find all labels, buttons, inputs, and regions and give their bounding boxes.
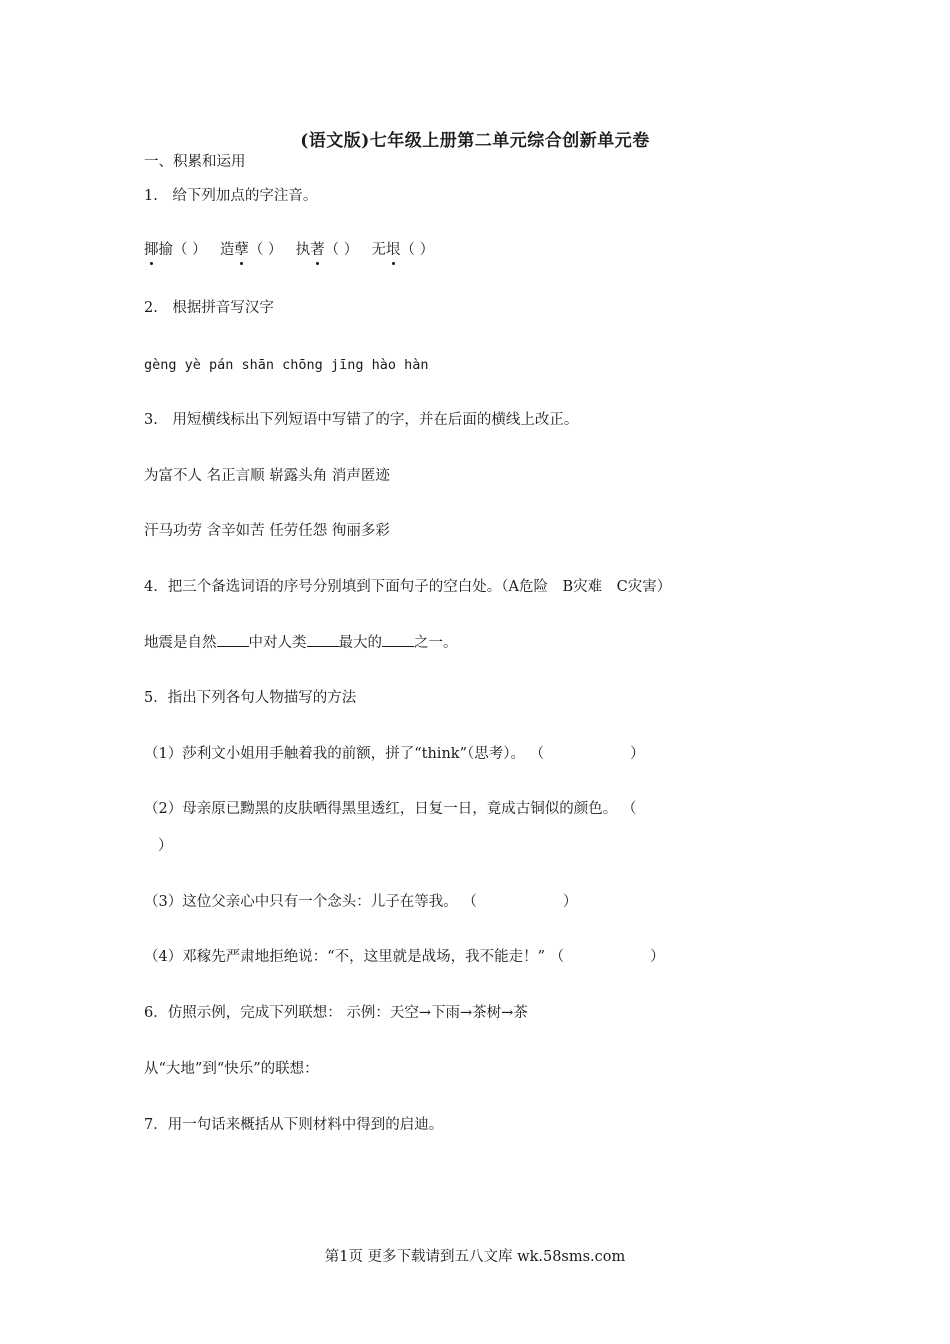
answer-blank[interactable] [307,632,339,647]
question-1-label: 1. 给下列加点的字注音。 [144,188,318,204]
dotted-char: 孽 [234,242,249,258]
question-5-label: 5．指出下列各句人物描写的方法 [144,690,357,706]
question-5-item-3: （3）这位父亲心中只有一个念头：儿子在等我。 （ ） [144,894,578,910]
question-5-item-2: （2）母亲原已黝黑的皮肤晒得黑里透红，日复一日，竟成古铜似的颜色。 （ [144,801,637,817]
question-3-row-1: 为富不人 名正言顺 崭露头角 消声匿迹 [144,468,390,484]
question-1-words: 揶揄（ ） 造孽（ ） 执著（ ） 无垠（ ） [144,242,435,258]
question-3-row-2: 汗马功劳 含辛如苦 任劳任怨 徇丽多彩 [144,523,390,539]
question-5-item-4: （4）邓稼先严肃地拒绝说：“不，这里就是战场，我不能走！” （ ） [144,949,665,965]
dotted-char: 揶 [144,242,159,258]
question-6-label: 6．仿照示例，完成下列联想： 示例：天空→下雨→茶树→茶 [144,1005,528,1021]
answer-blank[interactable] [382,632,414,647]
question-7-label: 7．用一句话来概括从下则材料中得到的启迪。 [144,1117,444,1133]
dotted-char: 著 [310,242,325,258]
question-5-item-2-close: ） [158,838,173,854]
dotted-char: 垠 [385,242,401,258]
section-heading: 一、积累和运用 [144,154,246,170]
question-5-item-1: （1）莎利文小姐用手触着我的前额，拼了“think”（思考）。 （ ） [144,746,645,762]
page-title: (语文版)七年级上册第二单元综合创新单元卷 [300,131,650,151]
question-2-label: 2. 根据拼音写汉字 [144,300,274,316]
question-4-label: 4．把三个备选词语的序号分别填到下面句子的空白处。（A危险 B灾难 C灾害） [144,579,672,595]
question-4-sentence: 地震是自然 中对人类 最大的 之一。 [144,632,458,653]
page-footer: 第1页 更多下载请到五八文库 wk.58sms.com [324,1249,626,1265]
question-2-pinyin: gèng yè pán shān chōng jīng hào hàn [144,357,429,373]
question-6-prompt: 从“大地”到“快乐”的联想： [144,1061,319,1077]
question-3-label: 3. 用短横线标出下列短语中写错了的字，并在后面的横线上改正。 [144,412,579,428]
answer-blank[interactable] [217,632,249,647]
